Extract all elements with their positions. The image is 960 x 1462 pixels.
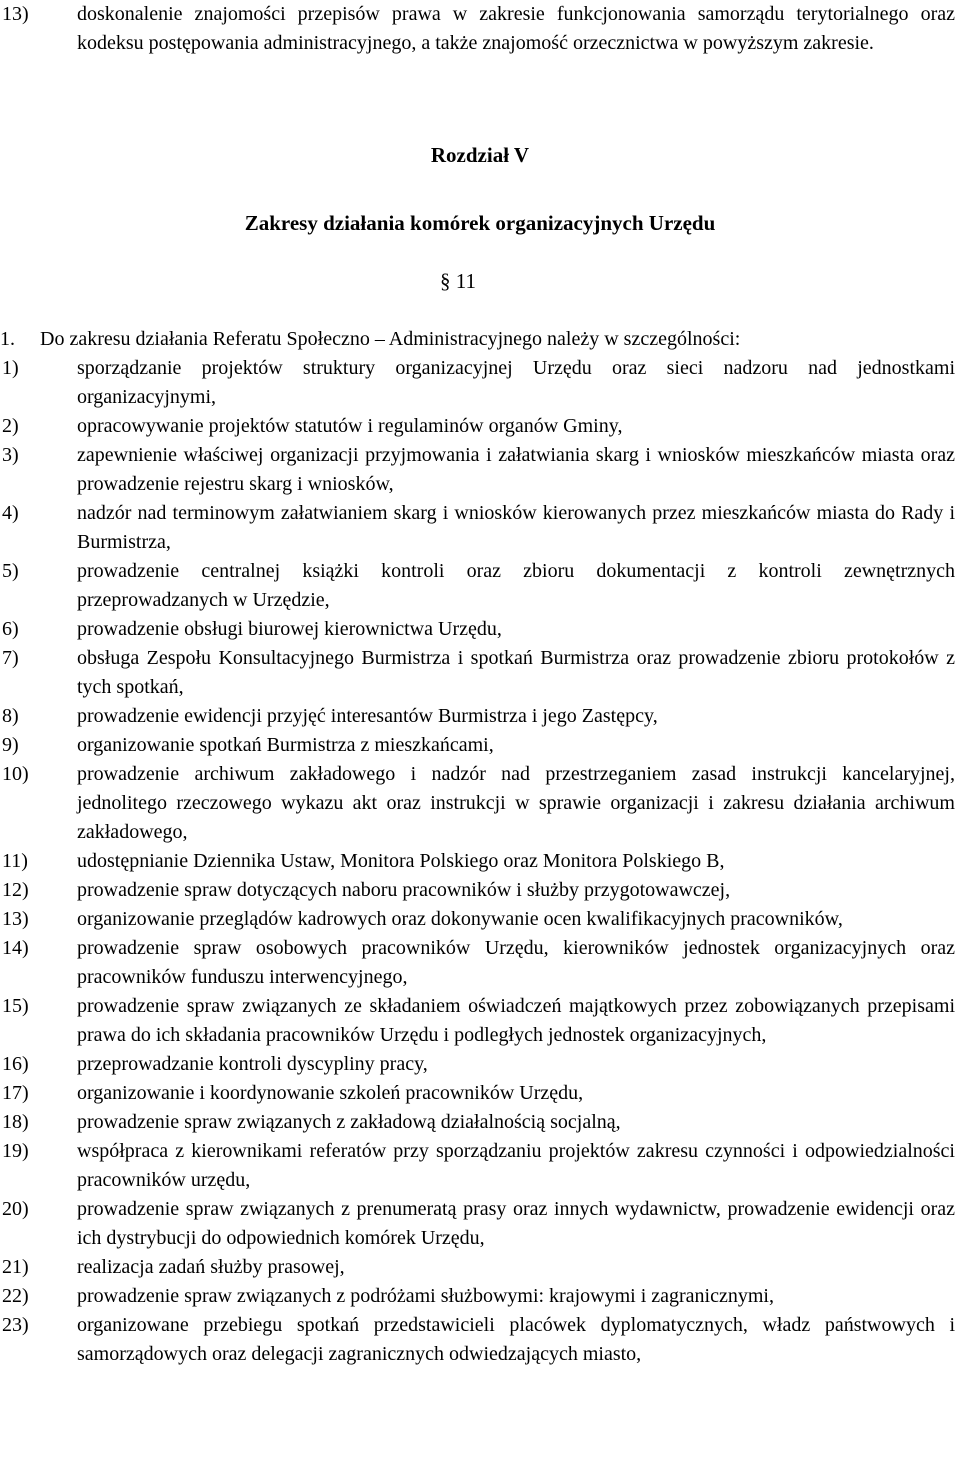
list-item-number: 4) — [2, 502, 19, 524]
list-item-text: prowadzenie spraw związanych ze składaniem oświadczeń majątkowych przez zobowiązanych przepisami prawa do ich składania pracowników Urzędu i podległych jednostek organizacyjnych, — [77, 995, 955, 1046]
list-item-text: prowadzenie spraw związanych z prenumeratą prasy oraz innych wydawnictw, prowadzenie ewidencji oraz ich dystrybucji do odpowiednich komórek Urzędu, — [77, 1198, 955, 1249]
list-item-number: 12) — [2, 879, 29, 901]
list-item-text: realizacja zadań służby prasowej, — [77, 1256, 345, 1278]
list-item-number: 5) — [2, 560, 19, 582]
list-item-number: 18) — [2, 1111, 29, 1133]
section-mark: § 11 — [440, 269, 476, 293]
list-item — [0, 354, 955, 412]
chapter-title: Rozdział V — [430, 143, 530, 167]
list-item — [0, 1195, 955, 1253]
list-item-text: współpraca z kierownikami referatów przy sporządzaniu projektów zakresu czynności i odpowiedzialności pracowników urzędu, — [77, 1140, 955, 1191]
list-item-number: 7) — [2, 647, 19, 669]
list-item — [0, 412, 955, 441]
list-item — [0, 702, 955, 731]
list-item-text: prowadzenie spraw związanych z podróżami służbowymi: krajowymi i zagranicznymi, — [77, 1285, 774, 1307]
list-item — [0, 905, 955, 934]
list-item — [0, 731, 955, 760]
list-item — [0, 1108, 955, 1137]
list-item-number: 16) — [2, 1053, 29, 1075]
list-item — [0, 847, 955, 876]
list-item — [0, 644, 955, 702]
list-item-text: sporządzanie projektów struktury organizacyjnej Urzędu oraz sieci nadzoru nad jednostkami organizacyjnymi, — [77, 357, 955, 408]
list-item-text: organizowanie spotkań Burmistrza z mieszkańcami, — [77, 734, 494, 756]
items-list — [0, 354, 955, 1369]
list-item-number: 13) — [2, 908, 29, 930]
list-item — [0, 992, 955, 1050]
list-item-text: organizowanie przeglądów kadrowych oraz dokonywanie ocen kwalifikacyjnych pracowników, — [77, 908, 843, 930]
list-item-number: 17) — [2, 1082, 29, 1104]
list-item-number: 9) — [2, 734, 19, 756]
list-item — [0, 1050, 955, 1079]
list-item-text: prowadzenie spraw związanych z zakładową działalnością socjalną, — [77, 1111, 621, 1133]
list-item-text: udostępnianie Dziennika Ustaw, Monitora Polskiego oraz Monitora Polskiego B, — [77, 850, 725, 872]
list-item — [0, 557, 955, 615]
list-item-text: obsługa Zespołu Konsultacyjnego Burmistrza i spotkań Burmistrza oraz prowadzenie zbioru protokołów z tych spotkań, — [77, 647, 955, 698]
list-item-number: 20) — [2, 1198, 29, 1220]
list-item — [0, 760, 955, 847]
list-item-number: 3) — [2, 444, 19, 466]
list-item-number: 13) — [2, 3, 29, 25]
list-item — [0, 441, 955, 499]
paragraph-1 — [0, 325, 955, 354]
list-item-number: 23) — [2, 1314, 29, 1336]
list-item — [0, 1079, 955, 1108]
list-item-text: organizowanie i koordynowanie szkoleń pracowników Urzędu, — [77, 1082, 584, 1104]
list-item-number: 15) — [2, 995, 29, 1017]
list-item-number: 6) — [2, 618, 19, 640]
list-item-number: 8) — [2, 705, 19, 727]
list-item-number: 14) — [2, 937, 29, 959]
list-item-text: doskonalenie znajomości przepisów prawa w zakresie funkcjonowania samorządu terytorialnego oraz kodeksu postępowania administracyjnego, a także znajomość orzecznictwa w powyższym zakresie. — [77, 3, 955, 54]
list-item-number: 10) — [2, 763, 29, 785]
list-item-text: prowadzenie spraw osobowych pracowników Urzędu, kierowników jednostek organizacyjnych oraz pracowników funduszu interwencyjnego, — [77, 937, 955, 988]
list-item-text: organizowane przebiegu spotkań przedstawicieli placówek dyplomatycznych, władz państwowych i samorządowych oraz delegacji zagranicznych odwiedzających miasto, — [77, 1314, 955, 1365]
list-item-text: prowadzenie archiwum zakładowego i nadzór nad przestrzeganiem zasad instrukcji kancelaryjnej, jednolitego rzeczowego wykazu akt oraz instrukcji w sprawie organizacji i zakresu działania archiwum zakładowego, — [77, 763, 955, 843]
list-item-text: prowadzenie centralnej książki kontroli oraz zbioru dokumentacji z kontroli zewnętrznych przeprowadzanych w Urzędzie, — [77, 560, 955, 611]
list-item — [0, 1282, 955, 1311]
list-item-text: nadzór nad terminowym załatwianiem skarg i wniosków kierowanych przez mieszkańców miasta do Rady i Burmistrza, — [77, 502, 955, 553]
list-item — [0, 876, 955, 905]
list-item — [0, 1253, 955, 1282]
list-item — [0, 499, 955, 557]
list-item — [0, 1137, 955, 1195]
list-item-number: 2) — [2, 415, 19, 437]
list-item-text: prowadzenie ewidencji przyjęć interesantów Burmistrza i jego Zastępcy, — [77, 705, 658, 727]
paragraph-number: 1. — [0, 328, 15, 350]
list-item-text: opracowywanie projektów statutów i regulaminów organów Gminy, — [77, 415, 623, 437]
list-item-text: przeprowadzanie kontroli dyscypliny pracy, — [77, 1053, 428, 1075]
list-item-text: prowadzenie obsługi biurowej kierownictwa Urzędu, — [77, 618, 502, 640]
list-item-previous — [0, 0, 955, 58]
list-item-number: 1) — [2, 357, 19, 379]
list-item-text: prowadzenie spraw dotyczących naboru pracowników i służby przygotowawczej, — [77, 879, 731, 901]
list-item-number: 19) — [2, 1140, 29, 1162]
list-item-text: zapewnienie właściwej organizacji przyjmowania i załatwiania skarg i wniosków mieszkańców miasta oraz prowadzenie rejestru skarg i wniosków, — [77, 444, 955, 495]
list-item-number: 22) — [2, 1285, 29, 1307]
chapter-subtitle: Zakresy działania komórek organizacyjnych Urzędu — [244, 211, 716, 235]
paragraph-lead-text: Do zakresu działania Referatu Społeczno – Administracyjnego należy w szczególności: — [40, 328, 741, 350]
list-item — [0, 1311, 955, 1369]
list-item-number: 11) — [2, 850, 28, 872]
list-item — [0, 615, 955, 644]
list-item — [0, 934, 955, 992]
list-item-number: 21) — [2, 1256, 29, 1278]
